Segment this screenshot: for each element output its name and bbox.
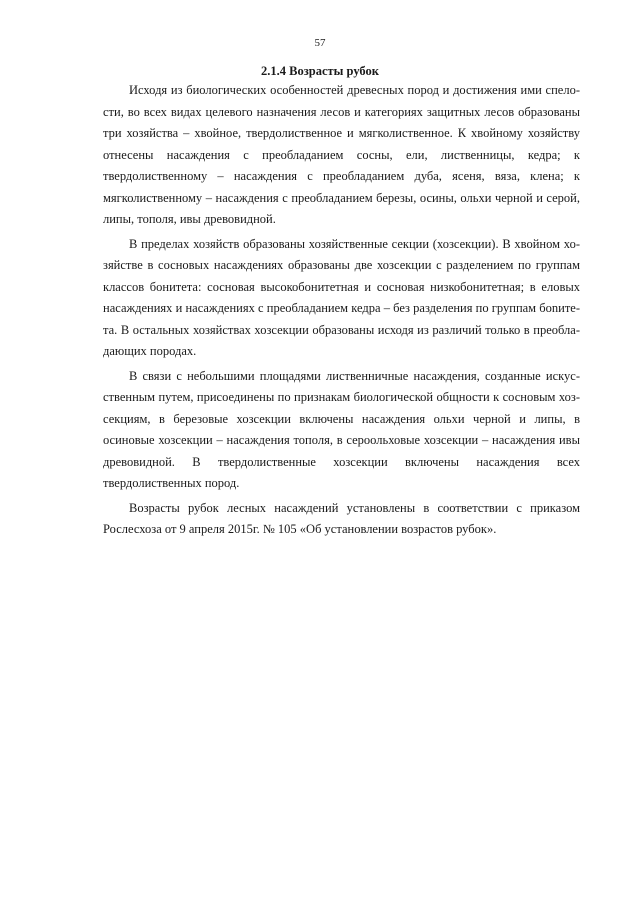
paragraph-4-text: Возрасты рубок лесных насаждений установлены в соответствии с приказом Рослесхоза от 9 апреля 2015г. № 105 «Об установлении возрастов рубок». <box>103 500 580 536</box>
paragraph-2-text: В пределах хозяйств образованы хозяйственные секции (хозсекции). В хвойном хозяйстве в сосновых насаждениях образованы две хозсекции с разделением по группам классов бонитета: сосновая высокобонитетная и сосновая низкобонитетная; в еловых насаждениях и насаждениях с преобладанием кедра – без разделения по группам бonитета. В остальных хозяйствах хозсекции образованы исходя из различий только в преобладающих породах. <box>103 236 580 358</box>
paragraph-3-text: В связи с небольшими площадями лиственничные насаждения, созданные искусственным путем, присоединены по признакам биологической общности к сосновым хозсекциям, в березовые хозсекции включены насаждения ольхи черной и липы, в осиновые хозсекции – насаждения тополя, в сероольховые хозсекции – насаждения ивы древовидной. В твердолиственные хозсекции включены насаждения всех твердолиственных пород. <box>103 368 580 490</box>
paragraph-4 <box>103 498 580 541</box>
paragraph-1 <box>103 80 580 231</box>
paragraph-3 <box>103 366 580 495</box>
page-number: 57 <box>314 37 326 49</box>
body-text <box>103 80 580 544</box>
section-title: 2.1.4 Возрасты рубок <box>261 64 379 78</box>
paragraph-1-text: Исходя из биологических особенностей древесных пород и достижения ими спелости, во всех видах целевого назначения лесов и категориях защитных лесов образованы три хозяйства – хвойное, твердолиственное и мягколиственное. К хвойному хозяйству отнесены насаждения с преобладанием сосны, ели, лиственницы, кедра; к твердолиственному – насаждения с преобладанием дуба, ясеня, вяза, клена; к мягколиственному – насаждения с преобладанием березы, осины, ольхи черной и серой, липы, тополя, ивы древовидной. <box>103 83 580 226</box>
paragraph-2 <box>103 234 580 363</box>
